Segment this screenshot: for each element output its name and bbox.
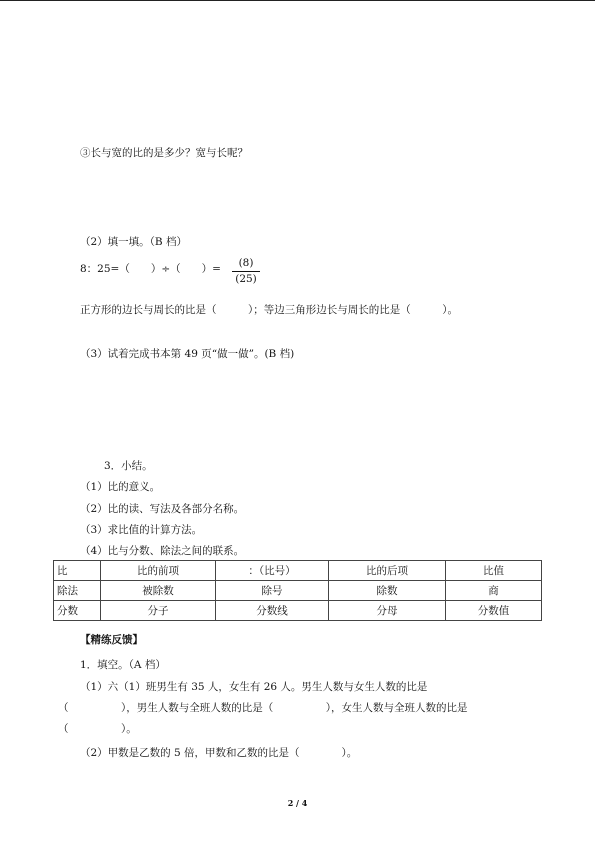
- ratio-equation: 8：25=（ ）÷（ ）=: [80, 263, 221, 275]
- fill-in-heading: （2）填一填。（B 档）: [80, 236, 187, 248]
- ratio-division-fraction-table: [53, 560, 542, 621]
- fill-blank-heading: 1．填空。（A 档）: [80, 659, 166, 671]
- feedback-heading: 【精练反馈】: [80, 634, 143, 646]
- table-row: [54, 601, 542, 621]
- fraction-bar: [232, 271, 260, 272]
- summary-heading: 3．小结。: [104, 460, 153, 472]
- class-ratio-question-line-3: （ ）。: [58, 723, 137, 735]
- table-cell: 分数线: [216, 601, 329, 621]
- table-cell: 被除数: [101, 581, 216, 601]
- multiple-ratio-question: （2）甲数是乙数的 5 倍，甲数和乙数的比是（ ）。: [80, 747, 358, 759]
- textbook-exercise-line: （3）试着完成书本第 49 页“做一做”。(B 档): [80, 348, 295, 360]
- table-cell: 商: [446, 581, 542, 601]
- question-ratio-length-width: ③长与宽的比的是多少？宽与长呢？: [80, 147, 248, 159]
- table-cell: ：（比号）: [216, 561, 329, 581]
- table-cell: 比的前项: [101, 561, 216, 581]
- class-ratio-question-line-2: （ ），男生人数与全班人数的比是（ ），女生人数与全班人数的比是: [58, 702, 468, 714]
- class-ratio-question-line-1: （1）六（1）班男生有 35 人，女生有 26 人。男生人数与女生人数的比是: [80, 681, 428, 693]
- table-cell: 比: [54, 561, 101, 581]
- table-cell: 除法: [54, 581, 101, 601]
- summary-item-3: （3）求比值的计算方法。: [80, 524, 203, 536]
- square-triangle-ratio-question: 正方形的边长与周长的比是（ ）；等边三角形边长与周长的比是（ ）。: [80, 304, 458, 316]
- table-cell: 比值: [446, 561, 542, 581]
- top-rule: [0, 0, 595, 1]
- summary-item-4: （4）比与分数、除法之间的联系。: [80, 545, 245, 557]
- table-cell: 分子: [101, 601, 216, 621]
- table-row: [54, 561, 542, 581]
- fraction-numerator: (8): [238, 257, 254, 269]
- summary-item-1: （1）比的意义。: [80, 481, 161, 493]
- table-cell: 分数值: [446, 601, 542, 621]
- table-cell: 除数: [329, 581, 446, 601]
- fraction-denominator: (25): [235, 273, 257, 285]
- fraction-8-25: [232, 257, 260, 286]
- table-cell: 除号: [216, 581, 329, 601]
- summary-item-2: （2）比的读、写法及各部分名称。: [80, 503, 245, 515]
- table-cell: 分母: [329, 601, 446, 621]
- page-number: 2 / 4: [287, 798, 308, 808]
- table-cell: 比的后项: [329, 561, 446, 581]
- table-cell: 分数: [54, 601, 101, 621]
- table-row: [54, 581, 542, 601]
